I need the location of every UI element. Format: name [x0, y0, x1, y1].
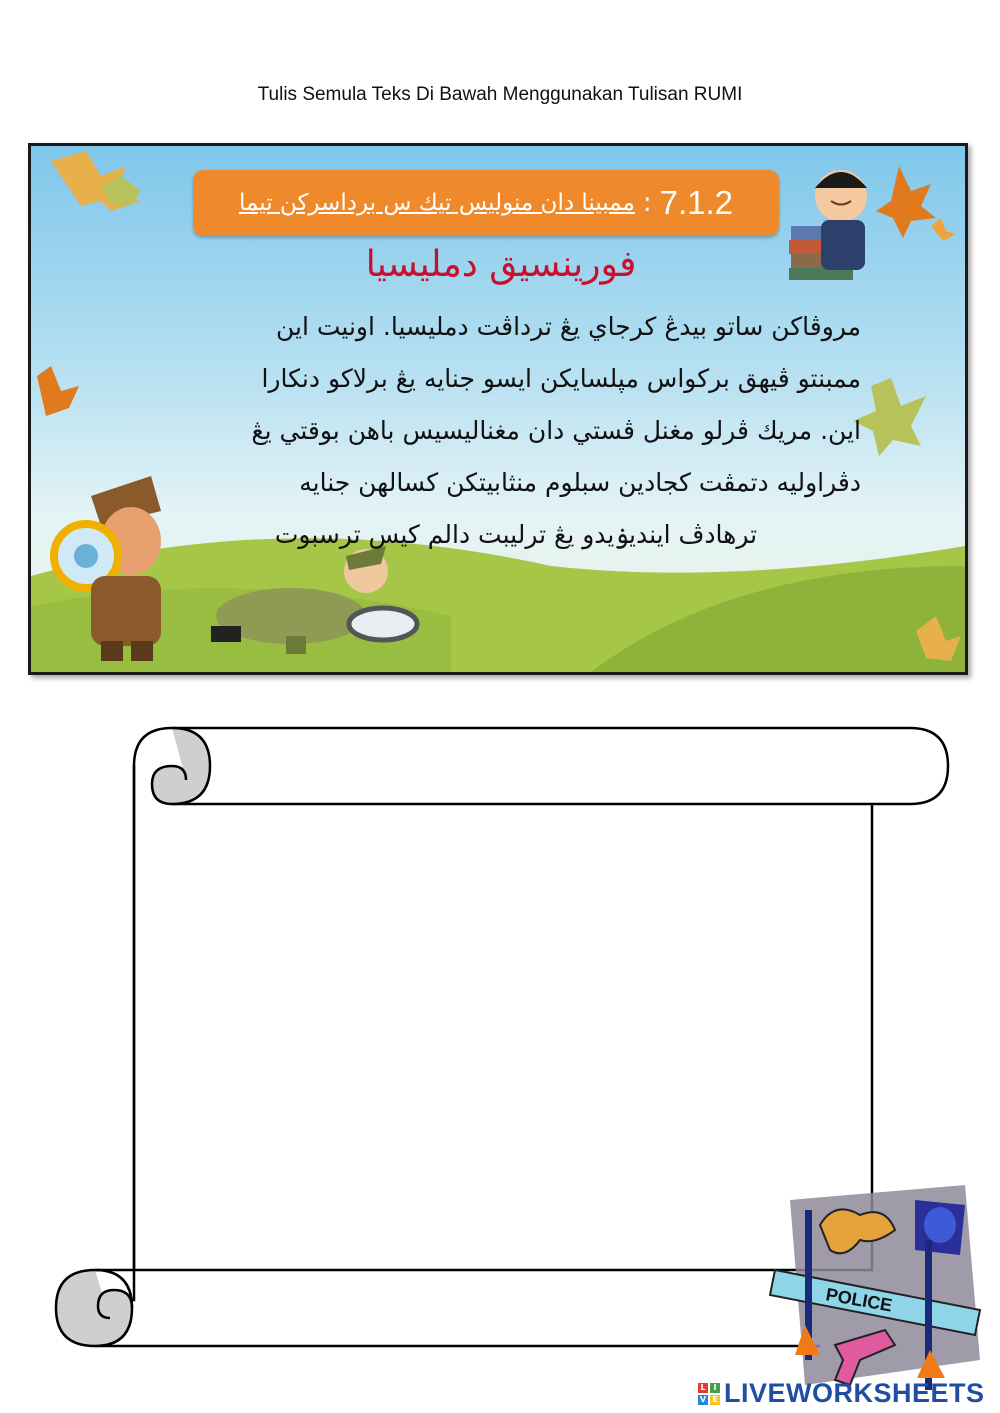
standard-separator: :: [642, 188, 652, 218]
instruction-text: Tulis Semula Teks Di Bawah Menggunakan Tulisan RUMI: [257, 84, 743, 105]
passage-line: دڤراوليه دتمڤت كجادين سبلوم منثابيتكن كسالهن جنايه: [299, 468, 861, 497]
police-tape-label: POLICE: [824, 1284, 894, 1316]
brand-name: LIVEWORKSHEETS: [724, 1378, 985, 1408]
standard-description: ممبينا دان منوليس تيك س برداسرکن تيما: [239, 190, 635, 216]
passage-line: اين. مريك ڤرلو مغنل ڤستي دان مغناليسيس باهن بوقتي يڠ: [251, 416, 861, 445]
passage-line: ممبنتو ڤيهق بركواس مپلسايكن ايسو جنايه يڠ برلاكو دنكارا: [261, 364, 861, 393]
lesson-title: فورينسيق دمليسيا: [365, 244, 637, 285]
passage-line: ترهادڤ اينديۏيدو يڠ ترليبت دالم كيس ترسبوت: [274, 520, 758, 549]
police-crime-scene-sticker: [765, 1180, 987, 1395]
standard-code: 7.1.2: [659, 184, 734, 221]
passage-line: مروڤاكن ساتو بيدڠ كرجاي يڠ ترداڤت دمليسيا. اونيت اين: [276, 312, 861, 341]
liveworksheets-logo: [698, 1378, 985, 1409]
live-logo-mark-icon: L I V E: [698, 1383, 720, 1405]
siren-icon: [915, 1200, 965, 1255]
